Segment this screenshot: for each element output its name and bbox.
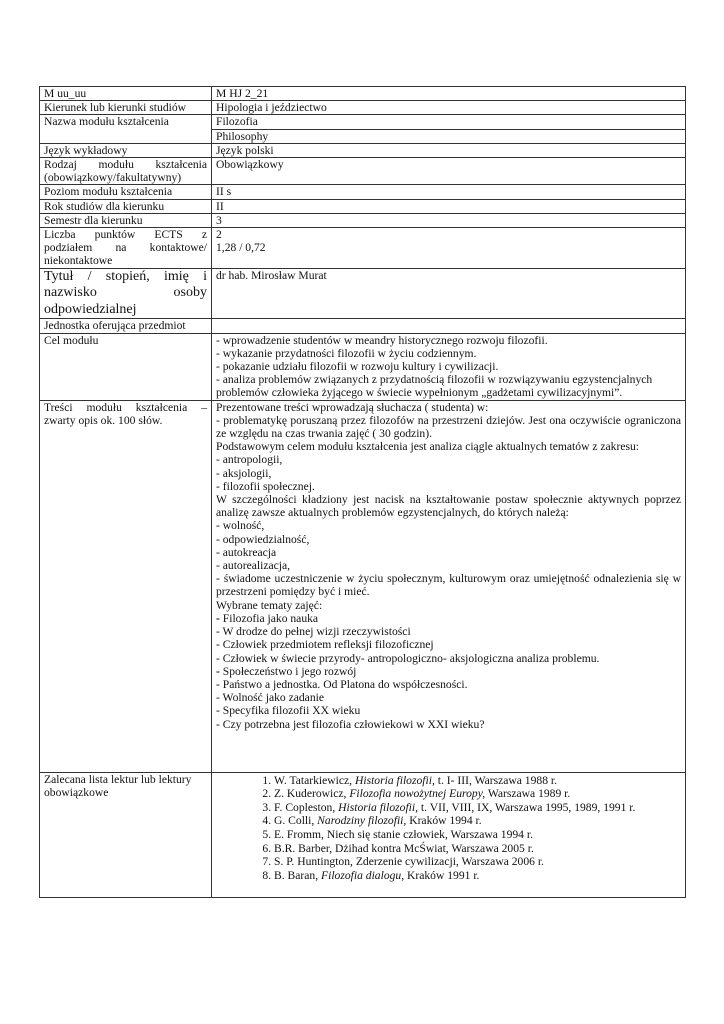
row-goal <box>40 333 686 400</box>
content-value: - odpowiedzialność, <box>216 532 310 546</box>
reading-item <box>274 774 681 788</box>
row-content <box>40 400 686 772</box>
topic-item: - W drodze do pełnej wizji rzeczywistości <box>216 625 411 639</box>
field-label: Kierunek lub kierunki studiów <box>40 101 212 115</box>
content-paragraph: - problematykę poruszaną przez filozofów na przestrzeni dziejów. Jest ona oczywiście ograniczona ze względu na czas trwania zajęć ( 30 godzin). <box>216 413 681 441</box>
topics-heading: Wybrane tematy zajęć: <box>216 598 323 612</box>
content-cell <box>212 400 686 772</box>
code-value: M HJ 2_21 <box>212 87 686 101</box>
reading-title: Historia filozofii, <box>354 773 435 787</box>
reading-list <box>216 774 681 883</box>
row-module-name-pl <box>40 115 686 129</box>
type-label: Rodzaj modułu kształcenia (obowiązkowy/fakultatywny) <box>40 158 212 185</box>
row-language <box>40 143 686 157</box>
topic-bullet: - <box>216 611 220 625</box>
content-paragraph: Podstawowym celem modułu kształcenia jest analiza ciągle aktualnych tematów z zakresu: <box>216 440 640 454</box>
content-area: - filozofii społecznej. <box>216 479 315 493</box>
content-value: - autokreacja <box>216 545 277 559</box>
topic-item: - Człowiek przedmiotem refleksji filozoficznej <box>216 638 434 652</box>
row-code <box>40 87 686 101</box>
goal-line: - wprowadzenie studentów w meandry historycznego rozwoju filozofii. <box>216 333 548 347</box>
content-value: - autorealizacja, <box>216 559 291 573</box>
row-semester <box>40 213 686 227</box>
topic-item <box>216 612 681 625</box>
module-name-label: Nazwa modułu kształcenia <box>40 115 212 143</box>
content-intro: Prezentowane treści wprowadzają słuchacza ( studenta) w: <box>216 400 489 414</box>
goal-line: - pokazanie udziału filozofii w rozwoju kultury i cywilizacji. <box>216 360 499 374</box>
reading-title: Filozofia dialogu, <box>321 868 405 882</box>
content-value: - wolność, <box>216 519 265 533</box>
reading-author: W. Tatarkiewicz, <box>274 773 355 787</box>
reading-rest: t. VII, VIII, IX, Warszawa 1995, 1989, 1991 r. <box>418 800 636 814</box>
reading-rest: Kraków 1994 r. <box>406 814 482 828</box>
reading-author: F. Copleston, <box>274 800 339 814</box>
topic-item: - Państwo a jednostka. Od Platona do współczesności. <box>216 677 468 691</box>
content-paragraph: W szczególności kładziony jest nacisk na kształtowanie postaw społecznie aktywnych poprzez analizę zawsze aktualnych problemów egzystencjalnych, do których należą: <box>216 493 681 520</box>
reading-author: E. Fromm, Niech się stanie człowiek, Warszawa 1994 r. <box>274 828 533 842</box>
reading-item <box>274 801 681 815</box>
reading-rest: Kraków 1991 r. <box>404 868 480 882</box>
unit-value <box>212 319 686 333</box>
field-value: Hipologia i jeździectwo <box>212 101 686 115</box>
reading-item <box>274 787 681 801</box>
reading-item <box>274 855 681 869</box>
content-area: - antropologii, <box>216 453 283 467</box>
year-value: II <box>212 199 686 213</box>
row-year <box>40 199 686 213</box>
topic-text: Społeczeństwo i jego rozwój <box>219 664 357 678</box>
reading-title: Filozofia nowożytnej Europy, <box>349 787 486 801</box>
ects-label: Liczba punktów ECTS z podziałem na kontaktowe/ niekontaktowe <box>40 228 212 269</box>
module-name-en: Philosophy <box>212 129 686 143</box>
content-paragraph: - świadome uczestniczenie w życiu społecznym, kulturowym oraz umiejętność odnalezienia się w przestrzeni pomiędzy być i mieć. <box>216 572 681 599</box>
module-name-pl: Filozofia <box>212 115 686 129</box>
reading-author: G. Colli, <box>274 814 318 828</box>
language-value: Język polski <box>212 143 686 157</box>
reading-author: B. Baran, <box>274 868 322 882</box>
row-teacher <box>40 268 686 319</box>
year-label: Rok studiów dla kierunku <box>40 199 212 213</box>
goal-line: - analiza problemów związanych z przydatnością filozofii w rozwiązywaniu egzystencjalnych problemów człowieka żyjącego w świecie wypełnionym „gadżetami cywilizacyjnymi”. <box>216 373 653 400</box>
row-field <box>40 101 686 115</box>
teacher-label: Tytuł / stopień, imię i nazwisko osoby odpowiedzialnej <box>40 268 212 319</box>
topic-bullet: - <box>216 664 220 678</box>
reading-item <box>274 842 681 856</box>
reading-item <box>274 869 681 883</box>
module-table <box>39 86 686 898</box>
semester-label: Semestr dla kierunku <box>40 213 212 227</box>
row-unit <box>40 319 686 333</box>
reading-author: S. P. Huntington, Zderzenie cywilizacji, Warszawa 2006 r. <box>274 855 544 869</box>
reading-item <box>274 828 681 842</box>
row-level <box>40 185 686 199</box>
content-area: - aksjologii, <box>216 466 272 480</box>
level-value: II s <box>212 185 686 199</box>
goal-cell <box>212 333 686 400</box>
topic-item <box>216 665 681 678</box>
topic-item: - Czy potrzebna jest filozofia człowiekowi w XXI wieku? <box>216 717 485 731</box>
topic-text: Filozofia jako nauka <box>219 611 319 625</box>
reading-cell <box>212 772 686 897</box>
goal-label: Cel modułu <box>40 333 212 400</box>
reading-title: Narodziny filozofii, <box>317 814 407 828</box>
reading-rest: Warszawa 1989 r. <box>485 787 571 801</box>
topic-item: - Wolność jako zadanie <box>216 691 324 705</box>
reading-author: Z. Kuderowicz, <box>274 787 350 801</box>
level-label: Poziom modułu kształcenia <box>40 185 212 199</box>
reading-author: B.R. Barber, Dżihad kontra McŚwiat, Warszawa 2005 r. <box>274 841 534 855</box>
topic-item: - Człowiek w świecie przyrody- antropologiczno- aksjologiczna analiza problemu. <box>216 651 600 665</box>
reading-title: Historia filozofii, <box>338 800 419 814</box>
goal-line: - wykazanie przydatności filozofii w życiu codziennym. <box>216 346 477 360</box>
content-label: Treści modułu kształcenia – zwarty opis ok. 100 słów. <box>40 400 212 772</box>
reading-item <box>274 814 681 828</box>
language-label: Język wykładowy <box>40 143 212 157</box>
semester-value: 3 <box>212 213 686 227</box>
ects-total: 2 <box>216 228 222 242</box>
unit-label: Jednostka oferująca przedmiot <box>40 319 212 333</box>
reading-rest: t. I- III, Warszawa 1988 r. <box>434 773 558 787</box>
row-type <box>40 158 686 185</box>
row-ects <box>40 228 686 269</box>
ects-cell <box>212 228 686 269</box>
row-reading <box>40 772 686 897</box>
code-label: M uu_uu <box>40 87 212 101</box>
ects-split: 1,28 / 0,72 <box>216 241 266 255</box>
topic-item: - Specyfika filozofii XX wieku <box>216 704 361 718</box>
type-value: Obowiązkowy <box>212 158 686 185</box>
teacher-value: dr hab. Mirosław Murat <box>212 268 686 319</box>
reading-label: Zalecana lista lektur lub lektury obowiązkowe <box>40 772 212 897</box>
